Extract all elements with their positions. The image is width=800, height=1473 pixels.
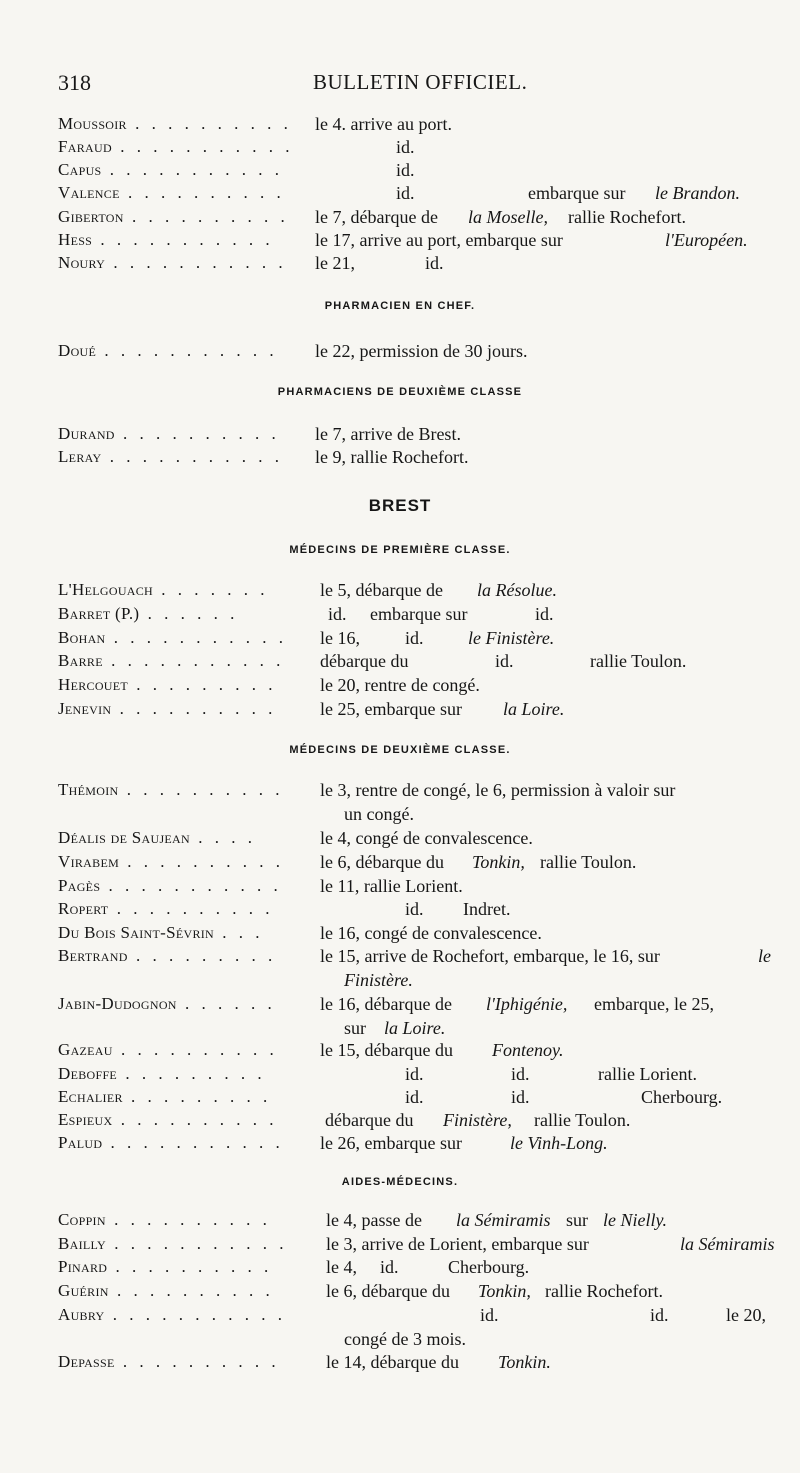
leader-dots: . . . . . . . . . . xyxy=(112,1110,278,1129)
entry-text: la Loire. xyxy=(503,699,565,719)
section-heading-medecins-deuxieme-classe: MÉDECINS DE DEUXIÈME CLASSE. xyxy=(289,744,511,756)
officer-name xyxy=(58,578,269,602)
officer-name-text: Leray xyxy=(58,447,102,466)
entry-text: Tonkin, xyxy=(472,852,525,872)
officer-name-text: Palud xyxy=(58,1133,103,1152)
entry-text: le 7, débarque de xyxy=(315,207,438,227)
leader-dots: . . . . . . . . . . . xyxy=(96,341,278,360)
officer-name xyxy=(58,826,256,850)
entry-text: id. xyxy=(396,137,415,157)
leader-dots: . . . . . . . . . . . xyxy=(105,253,287,272)
entry-text: rallie Lorient. xyxy=(598,1064,697,1084)
leader-dots: . . . . . . . . . . xyxy=(123,207,289,226)
officer-name-text: Echalier xyxy=(58,1087,123,1106)
officer-name xyxy=(58,158,283,182)
officer-name-text: Coppin xyxy=(58,1210,106,1229)
entry-text: rallie Rochefort. xyxy=(545,1281,663,1301)
entry-text: rallie Toulon. xyxy=(590,651,687,671)
leader-dots: . . . . . . . . . . xyxy=(114,424,280,443)
city-heading-brest: BREST xyxy=(368,496,432,515)
leader-dots: . . . . . . . . . . xyxy=(114,1352,280,1371)
entry-text: sur xyxy=(566,1210,588,1230)
officer-name xyxy=(58,205,289,229)
leader-dots: . . . . . . . . . . xyxy=(107,1257,273,1276)
entry-text: Fontenoy. xyxy=(492,1040,564,1060)
page-number: 318 xyxy=(58,70,91,95)
officer-name-text: Faraud xyxy=(58,137,112,156)
entry-text: le 22, permission de 30 jours. xyxy=(315,341,528,361)
entry-text: id. xyxy=(380,1257,399,1277)
entry-text: Tonkin. xyxy=(498,1352,551,1372)
entry-text: un congé. xyxy=(344,804,414,824)
officer-name xyxy=(58,649,284,673)
entry-text: embarque, le 25, xyxy=(594,994,714,1014)
officer-name-text: Espieux xyxy=(58,1110,113,1129)
entry-text: le 5, débarque de xyxy=(320,580,443,600)
officer-name xyxy=(58,697,276,721)
entry-text: le 16, xyxy=(320,628,360,648)
entry-text: Tonkin, xyxy=(478,1281,531,1301)
entry-text: Finistère, xyxy=(443,1110,512,1130)
leader-dots: . . . . . . . . . . xyxy=(126,114,292,133)
officer-name-text: Bohan xyxy=(58,628,106,647)
officer-name-text: Hess xyxy=(58,230,93,249)
officer-name xyxy=(58,1279,274,1303)
leader-dots: . . . . . . . . . . . xyxy=(101,447,283,466)
officer-name-text: Bertrand xyxy=(58,946,128,965)
officer-name xyxy=(58,181,285,205)
officer-name xyxy=(58,992,276,1016)
entry-text: le 3, arrive de Lorient, embarque sur xyxy=(326,1234,589,1254)
entry-text: le 9, rallie Rochefort. xyxy=(315,447,469,467)
entry-text: le Brandon. xyxy=(655,183,740,203)
officer-name-text: Doué xyxy=(58,341,97,360)
leader-dots: . . . . . . . . . . . xyxy=(104,1305,286,1324)
leader-dots: . . . . . . . . . . . xyxy=(100,876,282,895)
leader-dots: . . . . . . . . . . . xyxy=(105,628,288,647)
entry-text: la Résolue. xyxy=(477,580,557,600)
entry-text: rallie Toulon. xyxy=(534,1110,631,1130)
entry-text: id. xyxy=(396,183,415,203)
entry-text: le 21, xyxy=(315,253,355,273)
officer-name-text: Gazeau xyxy=(58,1040,113,1059)
entry-text: le 11, rallie Lorient. xyxy=(320,876,463,896)
entry-text: le 25, embarque sur xyxy=(320,699,462,719)
officer-name xyxy=(58,1350,280,1374)
officer-name-text: Hercouet xyxy=(58,675,129,694)
leader-dots: . . . . . . . . . . . xyxy=(92,230,274,249)
entry-text: le 16, débarque de xyxy=(320,994,452,1014)
officer-name xyxy=(58,897,273,921)
entry-text: le 4, xyxy=(326,1257,357,1277)
leader-dots: . . . . . . . . . . xyxy=(119,852,285,871)
leader-dots: . . . . . . . xyxy=(153,580,269,599)
entry-text: le 6, débarque du xyxy=(326,1281,450,1301)
entry-text: le 4, passe de xyxy=(326,1210,422,1230)
leader-dots: . . . . . . . . . . xyxy=(119,183,285,202)
entry-text: le 20, rentre de congé. xyxy=(320,675,480,695)
section-heading-medecins-premiere-classe: MÉDECINS DE PREMIÈRE CLASSE. xyxy=(289,544,511,556)
leader-dots: . . . . . . . . . . . xyxy=(101,160,284,179)
entry-text: débarque du xyxy=(325,1110,414,1130)
officer-name-text: Bailly xyxy=(58,1234,106,1253)
entry-text: le 3, rentre de congé, le 6, permission à valoir sur xyxy=(320,780,676,800)
entry-text: le 15, arrive de Rochefort, embarque, le 16, sur xyxy=(320,946,660,966)
entry-text: Cherbourg. xyxy=(641,1087,723,1107)
officer-name-text: Pagès xyxy=(58,876,101,895)
entry-text: id. xyxy=(405,1087,424,1107)
leader-dots: . . . . . . . . . . . xyxy=(105,1234,288,1253)
officer-name xyxy=(58,1255,272,1279)
officer-name-text: Guérin xyxy=(58,1281,109,1300)
leader-dots: . . . . . . . . . . xyxy=(105,1210,271,1229)
entry-text: id. xyxy=(511,1064,530,1084)
leader-dots: . . . . . . . . . xyxy=(117,1064,266,1083)
entry-text: id. xyxy=(328,604,347,624)
leader-dots: . . . . . . . . . . . xyxy=(111,137,294,156)
officer-name-text: Valence xyxy=(58,183,120,202)
officer-name-text: Barret (P.) xyxy=(58,604,140,623)
officer-name xyxy=(58,251,287,275)
officer-name-text: Jabin-Dudognon xyxy=(58,994,177,1013)
entry-text: le xyxy=(758,946,771,966)
entry-text: le 16, congé de convalescence. xyxy=(320,923,542,943)
section-heading-aides-medecins: AIDES-MÉDECINS. xyxy=(341,1176,459,1188)
officer-name xyxy=(58,445,283,469)
leader-dots: . . . . . . . . . xyxy=(122,1087,272,1106)
entry-text: le 7, arrive de Brest. xyxy=(315,424,461,444)
leader-dots: . . . . . . . . . . xyxy=(118,780,284,799)
officer-name-text: Giberton xyxy=(58,207,124,226)
entry-text: id. xyxy=(425,253,444,273)
entry-text: id. xyxy=(650,1305,669,1325)
officer-name-text: Barre xyxy=(58,651,103,670)
entry-text: id. xyxy=(405,628,424,648)
entry-text: Finistère. xyxy=(344,970,413,990)
officer-name-text: Noury xyxy=(58,253,106,272)
entry-text: le 4. arrive au port. xyxy=(315,114,452,134)
entry-text: sur xyxy=(344,1018,366,1038)
leader-dots: . . . . . . . . . . xyxy=(108,1281,274,1300)
officer-name-text: Durand xyxy=(58,424,115,443)
officer-name-text: Depasse xyxy=(58,1352,115,1371)
officer-name-text: Ropert xyxy=(58,899,109,918)
officer-name xyxy=(58,874,282,898)
leader-dots: . . . . . . . . . xyxy=(128,675,277,694)
entry-text: id. xyxy=(480,1305,499,1325)
entry-text: le 20, xyxy=(726,1305,766,1325)
officer-name xyxy=(58,1108,278,1132)
entry-text: id. xyxy=(396,160,415,180)
officer-name-text: Capus xyxy=(58,160,102,179)
officer-name xyxy=(58,1208,271,1232)
entry-text: la Loire. xyxy=(384,1018,446,1038)
entry-text: débarque du xyxy=(320,651,409,671)
entry-text: Indret. xyxy=(463,899,511,919)
entry-text: embarque sur xyxy=(528,183,626,203)
officer-name xyxy=(58,1038,278,1062)
running-title: BULLETIN OFFICIEL. xyxy=(313,70,528,94)
entry-text: le 4, congé de convalescence. xyxy=(320,828,533,848)
entry-text: le 15, débarque du xyxy=(320,1040,453,1060)
officer-name-text: Pinard xyxy=(58,1257,108,1276)
officer-name xyxy=(58,112,292,136)
officer-name xyxy=(58,626,287,650)
entry-text: id. xyxy=(535,604,554,624)
leader-dots: . . . . . . . . . . xyxy=(108,899,274,918)
entry-text: Cherbourg. xyxy=(448,1257,530,1277)
officer-name xyxy=(58,1085,271,1109)
officer-name-text: Déalis de Saujean xyxy=(58,828,190,847)
officer-name xyxy=(58,1303,286,1327)
officer-name-text: Aubry xyxy=(58,1305,105,1324)
section-heading-pharmacien-en-chef: PHARMACIEN EN CHEF. xyxy=(324,300,476,312)
entry-text: le Vinh-Long. xyxy=(510,1133,608,1153)
leader-dots: . . . . xyxy=(190,828,256,847)
officer-name xyxy=(58,673,277,697)
officer-name-text: Deboffe xyxy=(58,1064,118,1083)
entry-text: id. xyxy=(405,899,424,919)
entry-text: id. xyxy=(495,651,514,671)
officer-name-text: Moussoir xyxy=(58,114,127,133)
officer-name xyxy=(58,944,276,968)
leader-dots: . . . . . . . . . . xyxy=(112,1040,278,1059)
officer-name xyxy=(58,921,264,945)
officer-name xyxy=(58,422,280,446)
leader-dots: . . . . . . . . . xyxy=(127,946,277,965)
officer-name xyxy=(58,339,278,363)
entry-text: le Nielly. xyxy=(603,1210,667,1230)
officer-name xyxy=(58,228,274,252)
entry-text: le 6, débarque du xyxy=(320,852,444,872)
officer-name xyxy=(58,1131,284,1155)
entry-text: l'Européen. xyxy=(665,230,748,250)
officer-name xyxy=(58,1062,266,1086)
leader-dots: . . . . . . . . . . . xyxy=(102,651,285,670)
entry-text: la Moselle, xyxy=(468,207,548,227)
page-header xyxy=(58,70,778,102)
entry-text: congé de 3 mois. xyxy=(344,1329,466,1349)
leader-dots: . . . . . . . . . . xyxy=(111,699,277,718)
leader-dots: . . . . . . xyxy=(139,604,239,623)
leader-dots: . . . . . . xyxy=(176,994,276,1013)
officer-name xyxy=(58,778,283,802)
officer-name-text: Thémoin xyxy=(58,780,119,799)
entry-text: le 26, embarque sur xyxy=(320,1133,462,1153)
officer-name xyxy=(58,850,284,874)
leader-dots: . . . xyxy=(214,923,264,942)
entry-text: id. xyxy=(405,1064,424,1084)
officer-name-text: Jenevin xyxy=(58,699,112,718)
entry-text: rallie Toulon. xyxy=(540,852,637,872)
entry-text: le Finistère. xyxy=(468,628,555,648)
officer-name-text: Du Bois Saint-Sévrin xyxy=(58,923,215,942)
entry-text: la Sémiramis xyxy=(680,1234,775,1254)
entry-text: l'Iphigénie, xyxy=(486,994,568,1014)
officer-name-text: Virabem xyxy=(58,852,120,871)
entry-text: id. xyxy=(511,1087,530,1107)
section-heading-pharmaciens-deuxieme-classe: PHARMACIENS DE DEUXIÈME CLASSE xyxy=(277,386,523,398)
officer-name xyxy=(58,135,293,159)
officer-name-text: L'Helgouach xyxy=(58,580,154,599)
officer-name xyxy=(58,602,238,626)
entry-text: rallie Rochefort. xyxy=(568,207,686,227)
entry-text: le 17, arrive au port, embarque sur xyxy=(315,230,563,250)
entry-text: embarque sur xyxy=(370,604,468,624)
leader-dots: . . . . . . . . . . . xyxy=(102,1133,284,1152)
officer-name xyxy=(58,1232,287,1256)
entry-text: le 14, débarque du xyxy=(326,1352,459,1372)
entry-text: la Sémiramis xyxy=(456,1210,551,1230)
